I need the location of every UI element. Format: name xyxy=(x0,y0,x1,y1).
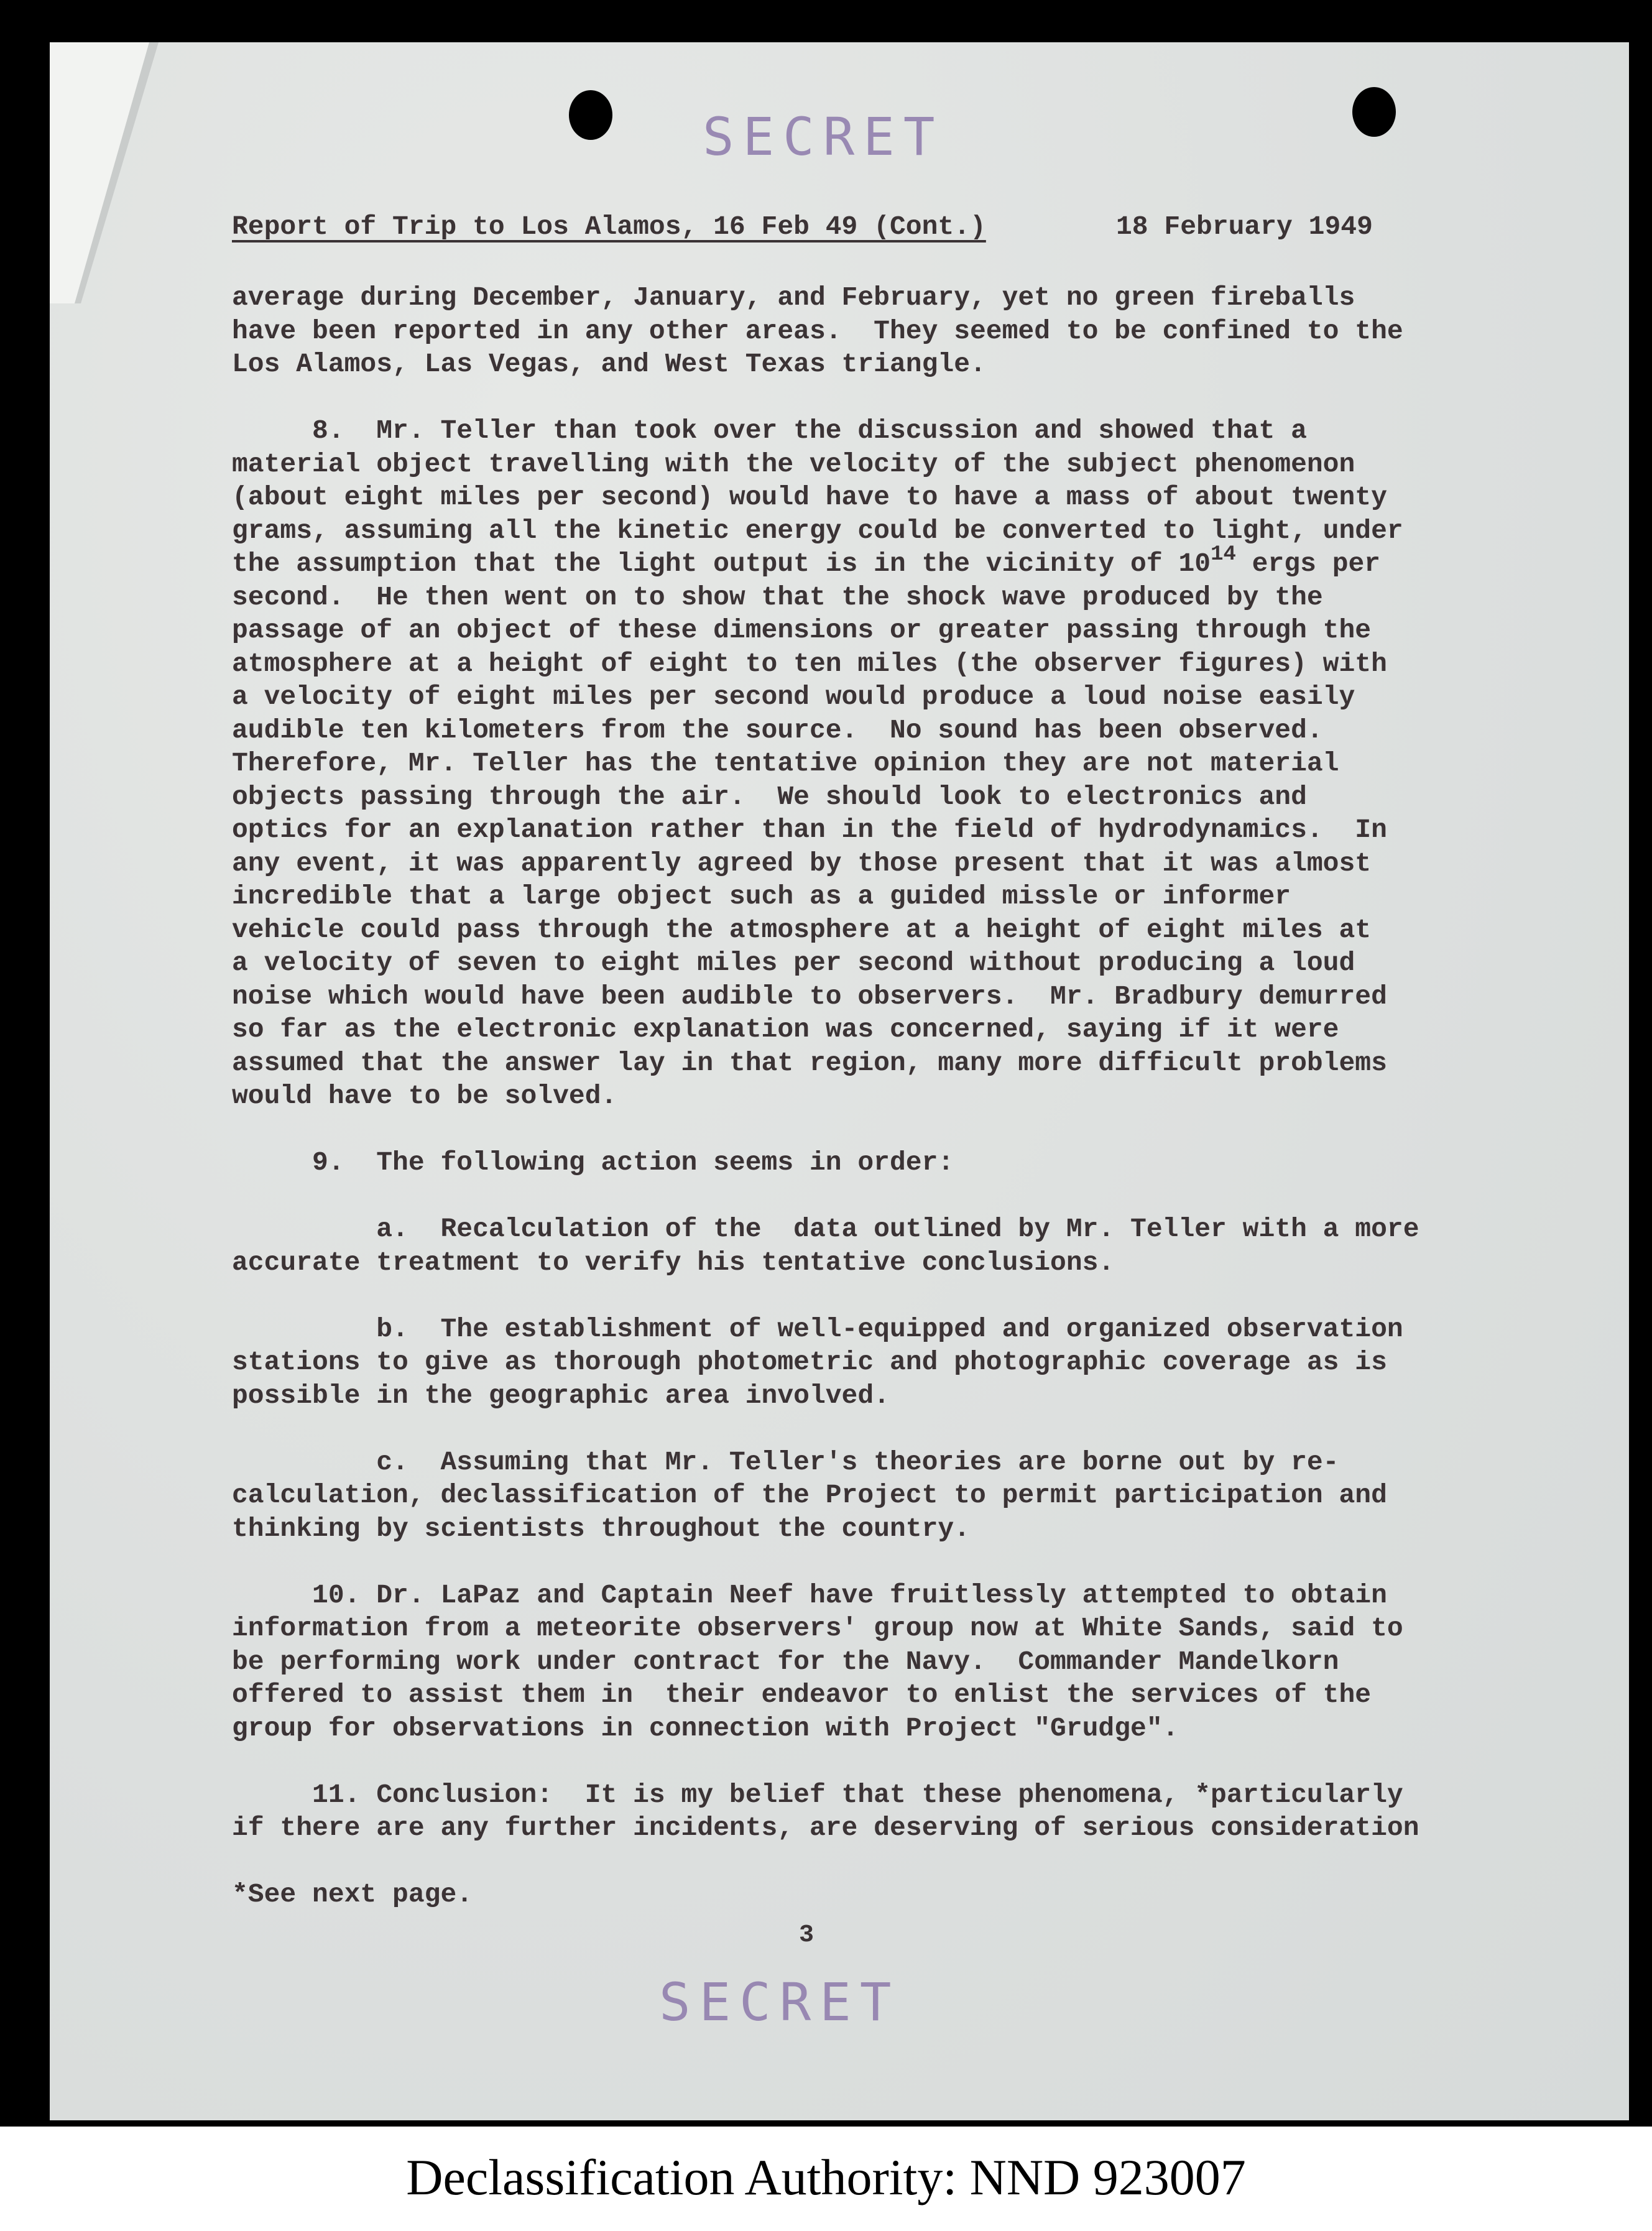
text-line: *See next page. xyxy=(232,1879,473,1910)
text-line: passage of an object of these dimensions or greater passing through the xyxy=(232,615,1372,645)
blank-line xyxy=(232,1845,1419,1878)
page-number: 3 xyxy=(799,1921,814,1949)
text-line: so far as the electronic explanation was concerned, saying if it were xyxy=(232,1014,1339,1045)
punch-hole-left xyxy=(569,90,612,140)
text-line: vehicle could pass through the atmosphere at a height of eight miles at xyxy=(232,914,1372,945)
blank-line xyxy=(232,1412,1419,1446)
text-line: optics for an explanation rather than in the field of hydrodynamics. In xyxy=(232,815,1387,845)
secret-stamp-top: SECRET xyxy=(703,106,944,167)
blank-line xyxy=(232,1745,1419,1778)
text-line: stations to give as thorough photometric and photographic coverage as is xyxy=(232,1347,1387,1377)
blank-line xyxy=(232,381,1419,415)
exponent: 14 xyxy=(1211,543,1236,566)
text-line: 10. Dr. LaPaz and Captain Neef have fruitlessly attempted to obtain xyxy=(232,1579,1387,1610)
text-line: material object travelling with the velocity of the subject phenomenon xyxy=(232,448,1355,479)
text-line: 9. The following action seems in order: xyxy=(232,1147,954,1178)
text-line: any event, it was apparently agreed by those present that it was almost xyxy=(232,848,1372,879)
report-title: Report of Trip to Los Alamos, 16 Feb 49 (Cont.) xyxy=(232,211,986,242)
text-line: b. The establishment of well-equipped and organized observation xyxy=(232,1313,1403,1344)
text-line: (about eight miles per second) would have to have a mass of about twenty xyxy=(232,482,1387,512)
text-line: accurate treatment to verify his tentative conclusions. xyxy=(232,1247,1115,1278)
folded-corner xyxy=(50,42,236,303)
blank-line xyxy=(232,1113,1419,1147)
text-line: grams, assuming all the kinetic energy could be converted to light, under xyxy=(232,515,1403,546)
text-line: objects passing through the air. We should look to electronics and xyxy=(232,781,1307,812)
text-line: 8. Mr. Teller than took over the discussion and showed that a xyxy=(232,415,1307,446)
text-line: if there are any further incidents, are deserving of serious consideration xyxy=(232,1813,1419,1843)
text-line: the assumption that the light output is in the vicinity of $10^{14}$ ergs per xyxy=(232,543,1381,579)
blank-line xyxy=(232,1545,1419,1579)
text-line: a velocity of eight miles per second would produce a loud noise easily xyxy=(232,681,1355,712)
text-line: a. Recalculation of the data outlined by Mr. Teller with a more xyxy=(232,1214,1419,1244)
text-line: audible ten kilometers from the source. No sound has been observed. xyxy=(232,714,1323,746)
text-line: a velocity of seven to eight miles per second without producing a loud xyxy=(232,948,1355,978)
punch-hole-right xyxy=(1352,87,1396,137)
text-line: Therefore, Mr. Teller has the tentative opinion they are not material xyxy=(232,748,1339,778)
text-line: possible in the geographic area involved. xyxy=(232,1380,890,1411)
text-line: calculation, declassification of the Project to permit participation and xyxy=(232,1480,1387,1510)
secret-stamp-bottom: SECRET xyxy=(659,1972,900,2033)
text-line: second. He then went on to show that the shock wave produced by the xyxy=(232,581,1323,612)
text-line: atmosphere at a height of eight to ten miles (the observer figures) with xyxy=(232,648,1387,679)
text-line: offered to assist them in their endeavor to enlist the services of the xyxy=(232,1679,1372,1710)
text-line: noise which would have been audible to observers. Mr. Bradbury demurred xyxy=(232,981,1387,1012)
text-line: thinking by scientists throughout the country. xyxy=(232,1513,970,1544)
text-line: 11. Conclusion: It is my belief that these phenomena, *particularly xyxy=(232,1779,1403,1810)
text-line: incredible that a large object such as a guided missle or informer xyxy=(232,881,1291,912)
text-line: information from a meteorite observers' group now at White Sands, said to xyxy=(232,1613,1403,1643)
text-line: average during December, January, and February, yet no green fireballs xyxy=(232,282,1355,313)
text-line: would have to be solved. xyxy=(232,1081,617,1111)
blank-line xyxy=(232,1180,1419,1213)
text-line: assumed that the answer lay in that region, many more difficult problems xyxy=(232,1047,1387,1078)
text-line: c. Assuming that Mr. Teller's theories are borne out by re- xyxy=(232,1446,1339,1477)
text-line: group for observations in connection with Project "Grudge". xyxy=(232,1712,1179,1744)
blank-line xyxy=(232,1279,1419,1313)
document-body xyxy=(232,281,1419,1911)
text-line: be performing work under contract for the Navy. Commander Mandelkorn xyxy=(232,1646,1339,1677)
declassification-caption: Declassification Authority: NND 923007 xyxy=(406,2149,1246,2206)
text-line: have been reported in any other areas. They seemed to be confined to the xyxy=(232,315,1403,346)
text-line: Los Alamos, Las Vegas, and West Texas triangle. xyxy=(232,349,986,379)
report-date: 18 February 1949 xyxy=(1116,211,1373,242)
